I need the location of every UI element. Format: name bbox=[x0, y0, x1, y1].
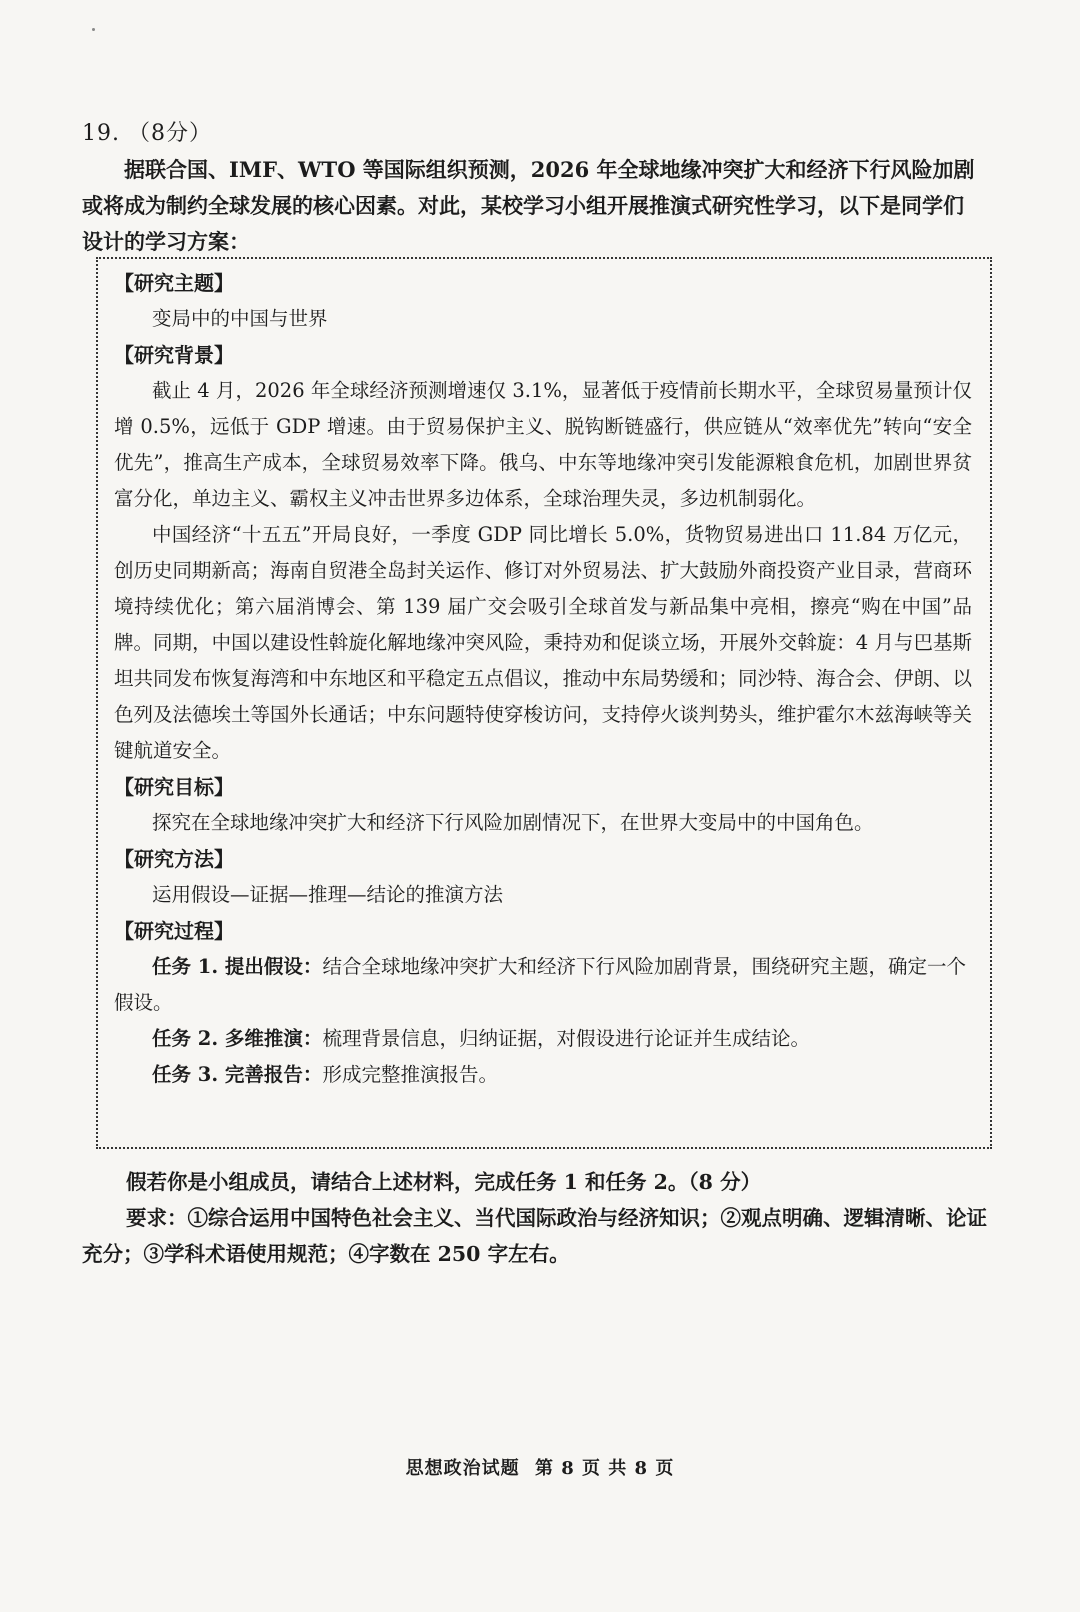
scan-speck bbox=[92, 28, 95, 31]
goal-text: 探究在全球地缘冲突扩大和经济下行风险加剧情况下，在世界大变局中的中国角色。 bbox=[152, 811, 874, 834]
task-1 bbox=[114, 949, 972, 1021]
background-paragraph-1: 截止 4 月，2026 年全球经济预测增速仅 3.1%，显著低于疫情前长期水平，全球贸易量预计仅增 0.5%，远低于 GDP 增速。由于贸易保护主义、脱钩断链盛行，供应链从“效率优先”转向“安全优先”，推高生产成本，全球贸易效率下降。俄乌、中东等地缘冲突引发能源粮食危机，加剧世界贫富分化，单边主义、霸权主义冲击世界多边体系，全球治理失灵，多边机制弱化。 bbox=[114, 379, 972, 510]
task-3-label: 任务 3. 完善报告： bbox=[152, 1063, 323, 1086]
study-plan-box bbox=[96, 257, 992, 1149]
question-instructions bbox=[82, 1164, 1002, 1272]
requirements-text: 要求：①综合运用中国特色社会主义、当代国际政治与经济知识；②观点明确、逻辑清晰、论证充分；③学科术语使用规范；④字数在 250 字左右。 bbox=[82, 1206, 987, 1266]
topic-title: 【研究主题】 bbox=[114, 271, 234, 295]
goal-title: 【研究目标】 bbox=[114, 775, 234, 799]
task-1-text: 结合全球地缘冲突扩大和经济下行风险加剧背景，围绕研究主题，确定一个假设。 bbox=[114, 955, 966, 1014]
task-3 bbox=[114, 1057, 972, 1093]
question-header bbox=[82, 116, 212, 147]
background-title: 【研究背景】 bbox=[114, 343, 234, 367]
task-2 bbox=[114, 1021, 972, 1057]
task-2-text: 梳理背景信息，归纳证据，对假设进行论证并生成结论。 bbox=[322, 1027, 810, 1050]
process-title: 【研究过程】 bbox=[114, 919, 234, 943]
task-3-text: 形成完整推演报告。 bbox=[322, 1063, 498, 1086]
footer-page-info: 第 8 页 共 8 页 bbox=[534, 1458, 675, 1479]
footer-subject: 思想政治试题 bbox=[405, 1458, 520, 1479]
question-number: 19. bbox=[82, 121, 120, 146]
method-title: 【研究方法】 bbox=[114, 847, 234, 871]
background-paragraph-2: 中国经济“十五五”开局良好，一季度 GDP 同比增长 5.0%，货物贸易进出口 11.84 万亿元，创历史同期新高；海南自贸港全岛封关运作、修订对外贸易法、扩大鼓励外商投资产业目录，营商环境持续优化；第六届消博会、第 139 届广交会吸引全球首发与新品集中亮相，擦亮“购在中国”品牌。同期，中国以建设性斡旋化解地缘冲突风险，秉持劝和促谈立场，开展外交斡旋：4 月与巴基斯坦共同发布恢复海湾和中东地区和平稳定五点倡议，推动中东局势缓和；同沙特、海合会、伊朗、以色列及法德埃土等国外长通话；中东问题特使穿梭访问，支持停火谈判势头，维护霍尔木兹海峡等关键航道安全。 bbox=[114, 523, 973, 762]
topic-text: 变局中的中国与世界 bbox=[152, 307, 328, 330]
page-footer bbox=[0, 1454, 1080, 1480]
instruction-text: 假若你是小组成员，请结合上述材料，完成任务 1 和任务 2。（8 分） bbox=[126, 1170, 762, 1194]
method-text: 运用假设—证据—推理—结论的推演方法 bbox=[152, 883, 504, 906]
question-score: （8分） bbox=[128, 121, 212, 146]
intro-text: 据联合国、IMF、WTO 等国际组织预测，2026 年全球地缘冲突扩大和经济下行风险加剧或将成为制约全球发展的核心因素。对此，某校学习小组开展推演式研究性学习，以下是同学们设计的学习方案： bbox=[82, 157, 975, 254]
question-intro bbox=[82, 152, 982, 260]
task-2-label: 任务 2. 多维推演： bbox=[152, 1027, 323, 1050]
task-1-label: 任务 1. 提出假设： bbox=[152, 955, 323, 978]
